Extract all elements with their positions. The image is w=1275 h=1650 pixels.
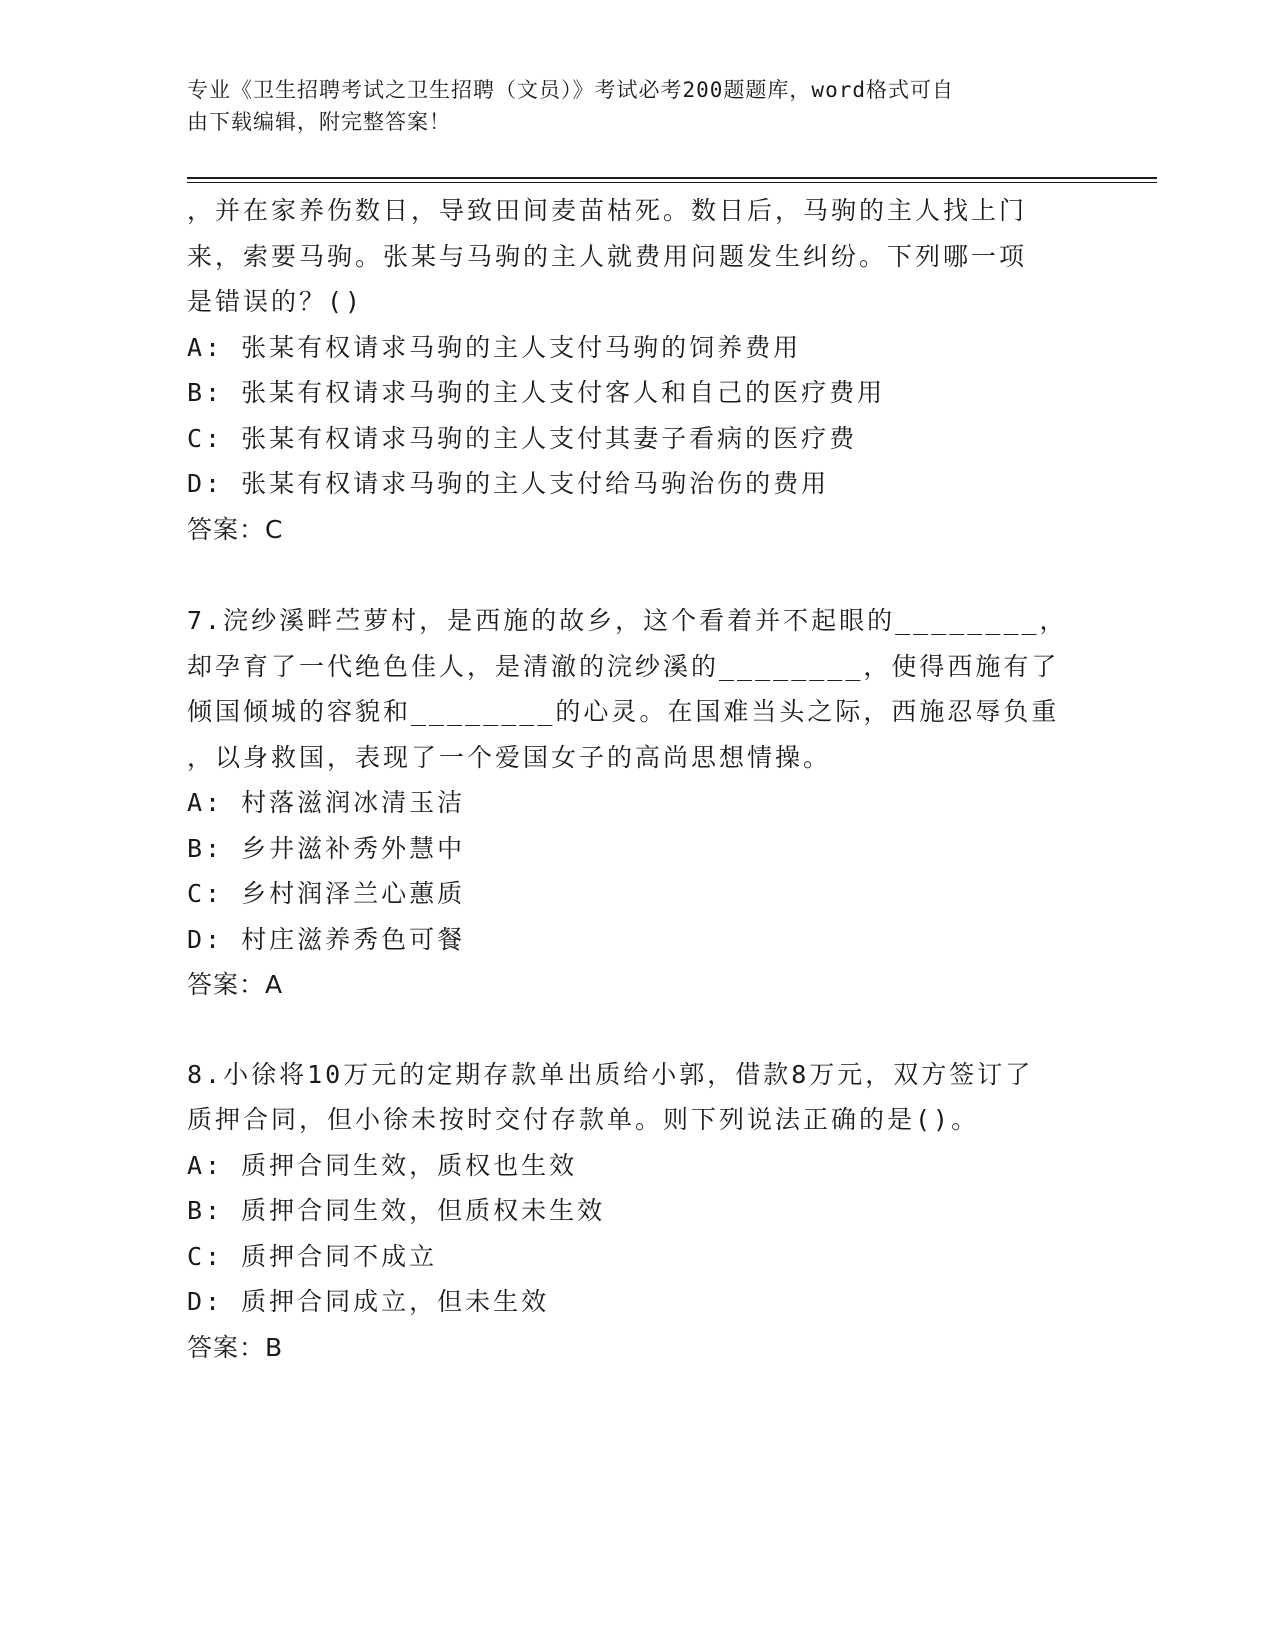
question-block-7 bbox=[187, 598, 1087, 1008]
document-header bbox=[187, 74, 1067, 138]
question-text-line: ，并在家养伤数日，导致田间麦苗枯死。数日后，马驹的主人找上门 bbox=[187, 196, 1028, 225]
question-block-6 bbox=[187, 188, 1087, 552]
option-a: A: 村落滋润冰清玉洁 bbox=[187, 788, 466, 817]
question-text-line: 质押合同，但小徐未按时交付存款单。则下列说法正确的是()。 bbox=[187, 1105, 980, 1134]
question-text-line: ，以身救国，表现了一个爱国女子的高尚思想情操。 bbox=[187, 742, 832, 772]
option-b: B: 质押合同生效，但质权未生效 bbox=[187, 1196, 606, 1225]
answer-line: 答案：A bbox=[187, 970, 284, 999]
question-text-line: 倾国倾城的容貌和________的心灵。在国难当头之际，西施忍辱负重 bbox=[187, 697, 1060, 726]
option-d: D: 质押合同成立，但未生效 bbox=[187, 1287, 550, 1316]
question-text-line: 8.小徐将10万元的定期存款单出质给小郭，借款8万元，双方签订了 bbox=[187, 1059, 1034, 1089]
option-d: D: 村庄滋养秀色可餐 bbox=[187, 924, 466, 954]
header-line-1: 专业《卫生招聘考试之卫生招聘（文员）》考试必考200题题库，word格式可自 bbox=[187, 78, 954, 102]
spacer bbox=[187, 1008, 1087, 1052]
question-text-line: 7.浣纱溪畔苎萝村，是西施的故乡，这个看着并不起眼的________， bbox=[187, 606, 1068, 635]
question-list bbox=[187, 188, 1087, 1370]
answer-line: 答案：B bbox=[187, 1332, 284, 1362]
option-a: A: 张某有权请求马驹的主人支付马驹的饲养费用 bbox=[187, 332, 802, 362]
option-b: B: 乡井滋补秀外慧中 bbox=[187, 833, 466, 863]
question-text-line: 来，索要马驹。张某与马驹的主人就费用问题发生纠纷。下列哪一项 bbox=[187, 241, 1028, 271]
question-text-line: 是错误的？() bbox=[187, 287, 364, 316]
question-text-line: 却孕育了一代绝色佳人，是清澈的浣纱溪的________，使得西施有了 bbox=[187, 651, 1060, 681]
option-c: C: 乡村润泽兰心蕙质 bbox=[187, 879, 466, 908]
spacer bbox=[187, 552, 1087, 598]
option-b: B: 张某有权请求马驹的主人支付客人和自己的医疗费用 bbox=[187, 378, 886, 407]
option-d: D: 张某有权请求马驹的主人支付给马驹治伤的费用 bbox=[187, 469, 830, 498]
option-a: A: 质押合同生效，质权也生效 bbox=[187, 1150, 578, 1180]
header-line-2: 由下载编辑，附完整答案！ bbox=[187, 110, 451, 134]
option-c: C: 张某有权请求马驹的主人支付其妻子看病的医疗费 bbox=[187, 423, 858, 453]
header-divider-thin bbox=[187, 182, 1157, 183]
header-divider-thick bbox=[187, 177, 1157, 179]
question-block-8 bbox=[187, 1052, 1087, 1371]
answer-line: 答案：C bbox=[187, 514, 284, 544]
option-c: C: 质押合同不成立 bbox=[187, 1241, 438, 1271]
